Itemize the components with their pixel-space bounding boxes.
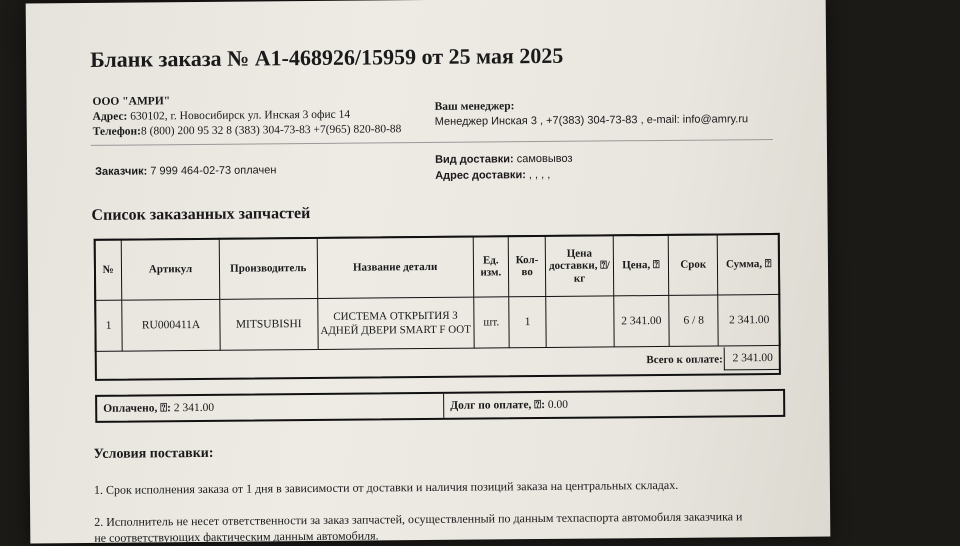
debt-block <box>443 393 568 418</box>
cell-quantity: 1 <box>509 296 547 347</box>
total-value: 2 341.00 <box>724 347 781 370</box>
col-header: Сумма, ⍰ <box>718 233 780 295</box>
phone-label: Телефон: <box>92 125 142 138</box>
col-header: Кол-во <box>508 235 546 296</box>
manager-label: Ваш менеджер: <box>434 100 515 113</box>
col-header: № <box>94 239 122 300</box>
paid-block <box>103 402 214 416</box>
company-phone <box>93 122 402 140</box>
debt-value: 0.00 <box>547 398 569 411</box>
cell-delivery-price <box>546 296 614 348</box>
cell-unit: шт. <box>473 297 509 348</box>
parts-title: Список заказанных запчастей <box>91 205 311 224</box>
divider <box>91 139 773 146</box>
table-row <box>95 294 780 351</box>
customer-block <box>95 164 276 178</box>
cell-number: 1 <box>95 300 123 351</box>
col-header: Название детали <box>317 236 474 298</box>
payment-row <box>95 389 785 423</box>
cell-price: 2 341.00 <box>613 295 669 346</box>
paid-value: 2 341.00 <box>173 401 215 415</box>
delivery-address-value: , , , , <box>528 168 551 182</box>
paid-label: Оплачено, ⍰: <box>103 402 172 415</box>
cell-manufacturer: MITSUBISHI <box>220 298 318 350</box>
parts-table <box>94 233 781 352</box>
manager-value: Менеджер Инская 3 , +7(383) 304-73-83 , e-mail: info@amry.ru <box>434 113 749 128</box>
order-form-sheet <box>26 0 831 543</box>
col-header: Ед. изм. <box>473 236 509 297</box>
delivery-address <box>435 167 573 184</box>
col-header: Срок <box>668 234 718 295</box>
table-header-row <box>94 233 780 300</box>
company-block <box>92 92 401 140</box>
cell-article: RU000411A <box>122 299 220 351</box>
condition-item: 2. Исполнитель не несет ответственности за заказ запчастей, осуществленный по данным техпаспорта автомобиля заказчика и <box>94 509 743 529</box>
delivery-type-value: самовывоз <box>516 152 573 166</box>
address-value: 630102, г. Новосибирск ул. Инская 3 офис 14 <box>130 108 351 123</box>
delivery-type <box>435 151 573 168</box>
cell-sum: 2 341.00 <box>718 294 780 346</box>
customer-label: Заказчик: <box>95 165 148 178</box>
cell-term: 6 / 8 <box>669 295 719 346</box>
col-header: Цена, ⍰ <box>613 234 669 295</box>
delivery-address-label: Адрес доставки: <box>435 169 526 182</box>
col-header: Производитель <box>219 237 317 299</box>
condition-item: не соответствующих фактическим данным автомобиля. <box>94 528 379 545</box>
phone-value: 8 (800) 200 95 32 8 (383) 304-73-83 +7(965) 820-80-88 <box>140 123 402 138</box>
cell-part-name: СИСТЕМА ОТКРЫТИЯ З АДНЕЙ ДВЕРИ SMART F OOT <box>317 297 474 349</box>
delivery-type-label: Вид доставки: <box>434 153 514 166</box>
col-header: Артикул <box>121 238 219 300</box>
total-label: Всего к оплате: <box>646 353 723 367</box>
company-name: ООО "АМРИ" <box>92 95 171 108</box>
document-title: Бланк заказа № А1-468926/15959 от 25 мая 2025 <box>90 42 564 72</box>
address-label: Адрес: <box>92 110 128 123</box>
condition-item: 1. Срок исполнения заказа от 1 дня в зависимости от доставки и наличия позиций заказа на центральных складах. <box>93 477 679 497</box>
customer-value: 7 999 464-02-73 оплачен <box>150 164 277 178</box>
conditions-title: Условия поставки: <box>93 445 214 462</box>
total-row <box>95 347 781 379</box>
delivery-block <box>435 151 573 184</box>
manager-block <box>435 97 749 130</box>
col-header: Цена доставки, ⍰/кг <box>545 235 613 297</box>
debt-label: Долг по оплате, ⍰: <box>450 398 546 412</box>
